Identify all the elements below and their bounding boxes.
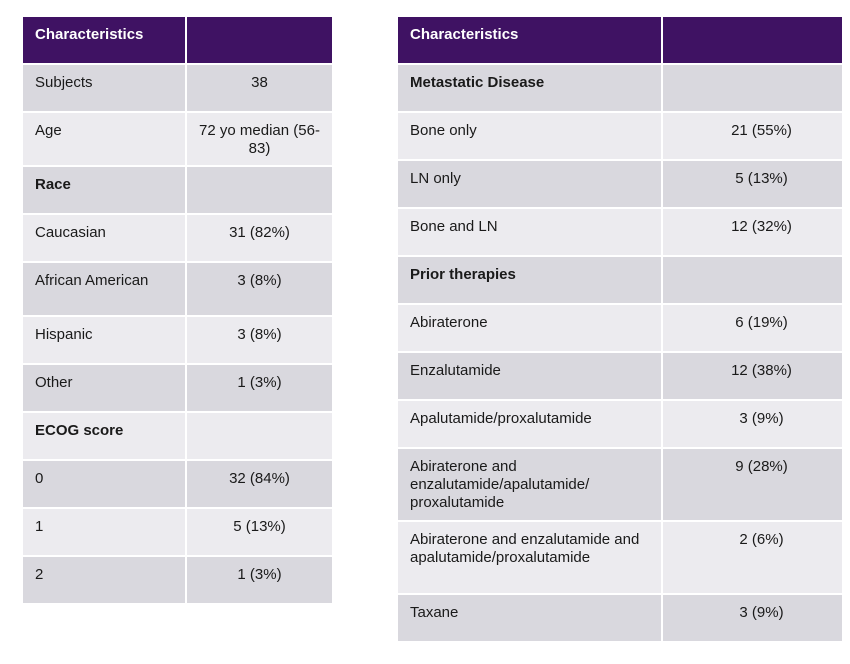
row-label: Abiraterone and enzalutamide/apalutamide/ proxalutamide bbox=[397, 448, 662, 521]
row-label: Subjects bbox=[22, 64, 186, 112]
row-value: 3 (8%) bbox=[186, 262, 333, 316]
table-row bbox=[397, 594, 843, 642]
header-label: Characteristics bbox=[397, 16, 662, 64]
row-label: 2 bbox=[22, 556, 186, 604]
row-label: Enzalutamide bbox=[397, 352, 662, 400]
row-value: 5 (13%) bbox=[662, 160, 843, 208]
row-label: Bone only bbox=[397, 112, 662, 160]
row-value: 3 (9%) bbox=[662, 594, 843, 642]
table-row bbox=[397, 160, 843, 208]
row-label: Caucasian bbox=[22, 214, 186, 262]
row-label: 0 bbox=[22, 460, 186, 508]
table-row bbox=[22, 112, 333, 166]
table-row bbox=[397, 208, 843, 256]
characteristics-table-left bbox=[21, 15, 334, 605]
section-row-metastatic-disease bbox=[397, 64, 843, 112]
row-label: African American bbox=[22, 262, 186, 316]
row-value: 21 (55%) bbox=[662, 112, 843, 160]
table-row bbox=[397, 304, 843, 352]
row-value: 1 (3%) bbox=[186, 364, 333, 412]
row-label: Other bbox=[22, 364, 186, 412]
section-row-prior-therapies bbox=[397, 256, 843, 304]
row-label: Abiraterone and enzalutamide and apalutamide/proxalutamide bbox=[397, 521, 662, 594]
row-value: 1 (3%) bbox=[186, 556, 333, 604]
row-value: 32 (84%) bbox=[186, 460, 333, 508]
characteristics-table-right bbox=[396, 15, 844, 643]
row-value: 12 (32%) bbox=[662, 208, 843, 256]
table-row bbox=[397, 352, 843, 400]
table-header-row bbox=[397, 16, 843, 64]
table-row bbox=[22, 214, 333, 262]
table-row bbox=[22, 262, 333, 316]
row-value: 2 (6%) bbox=[662, 521, 843, 594]
table-row bbox=[397, 400, 843, 448]
row-value: 72 yo median (56-83) bbox=[186, 112, 333, 166]
row-value: 3 (9%) bbox=[662, 400, 843, 448]
row-value: 5 (13%) bbox=[186, 508, 333, 556]
table-row bbox=[22, 508, 333, 556]
table-row bbox=[397, 448, 843, 521]
row-value bbox=[186, 412, 333, 460]
row-label: Age bbox=[22, 112, 186, 166]
table-row bbox=[22, 460, 333, 508]
row-label: Hispanic bbox=[22, 316, 186, 364]
section-label: Race bbox=[22, 166, 186, 214]
table-row bbox=[22, 556, 333, 604]
row-value bbox=[662, 64, 843, 112]
section-label: Prior therapies bbox=[397, 256, 662, 304]
row-label: 1 bbox=[22, 508, 186, 556]
table-row bbox=[397, 112, 843, 160]
row-label: Abiraterone bbox=[397, 304, 662, 352]
row-value bbox=[662, 256, 843, 304]
table-header-row bbox=[22, 16, 333, 64]
table-row bbox=[22, 364, 333, 412]
row-value bbox=[186, 166, 333, 214]
row-value: 12 (38%) bbox=[662, 352, 843, 400]
row-value: 6 (19%) bbox=[662, 304, 843, 352]
section-label: ECOG score bbox=[22, 412, 186, 460]
header-label: Characteristics bbox=[22, 16, 186, 64]
row-value: 3 (8%) bbox=[186, 316, 333, 364]
header-value bbox=[662, 16, 843, 64]
header-value bbox=[186, 16, 333, 64]
row-label: LN only bbox=[397, 160, 662, 208]
table-row bbox=[22, 64, 333, 112]
section-label: Metastatic Disease bbox=[397, 64, 662, 112]
row-value: 38 bbox=[186, 64, 333, 112]
table-row bbox=[22, 316, 333, 364]
table-row bbox=[397, 521, 843, 594]
row-label: Taxane bbox=[397, 594, 662, 642]
section-row-race bbox=[22, 166, 333, 214]
row-label: Apalutamide/proxalutamide bbox=[397, 400, 662, 448]
row-value: 31 (82%) bbox=[186, 214, 333, 262]
section-row-ecog bbox=[22, 412, 333, 460]
row-value: 9 (28%) bbox=[662, 448, 843, 521]
row-label: Bone and LN bbox=[397, 208, 662, 256]
